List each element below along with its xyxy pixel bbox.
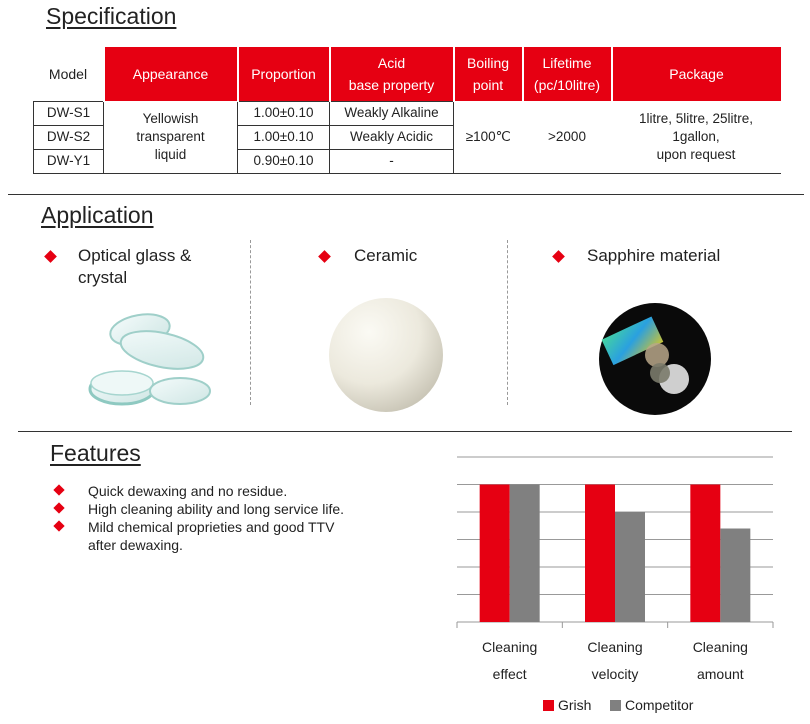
header-lifetime-line1: Lifetime (542, 55, 592, 71)
bar-competitor (510, 485, 540, 623)
header-lifetime (523, 47, 612, 101)
header-acid-line1: Acid (377, 54, 406, 71)
header-boiling-line2: point (472, 77, 504, 93)
proportion-cell: 1.00±0.10 (238, 101, 330, 125)
model-cell: DW-S2 (34, 125, 104, 149)
legend-label: Grish (558, 697, 592, 713)
model-cell: DW-S1 (34, 101, 104, 125)
bar-grish (690, 485, 720, 623)
appearance-line: liquid (154, 146, 187, 162)
package-cell (612, 101, 781, 173)
header-model: Model (34, 47, 104, 101)
divider (18, 431, 792, 432)
header-boiling (454, 47, 523, 101)
bullet-icon (44, 250, 57, 263)
category-label: Cleaning (482, 639, 538, 655)
ceramic-sphere-image (326, 295, 446, 415)
bullet-icon (552, 250, 565, 263)
category-label: Cleaning (692, 639, 748, 655)
header-acid-line2: base property (348, 76, 435, 93)
label-line: Sapphire material (587, 246, 721, 265)
application-label-ceramic (354, 245, 417, 267)
proportion-cell: 1.00±0.10 (238, 125, 330, 149)
feature-line: Mild chemical proprieties and good TTV (88, 519, 335, 535)
category-label: effect (492, 666, 527, 682)
bullet-icon (318, 250, 331, 263)
header-boiling-line1: Boiling (466, 55, 510, 71)
optical-glass-image (80, 300, 220, 415)
bullet-icon (53, 502, 64, 513)
sapphire-image (599, 303, 711, 415)
comparison-chart (440, 440, 780, 724)
acid-cell: Weakly Acidic (330, 125, 454, 149)
header-proportion: Proportion (238, 47, 330, 101)
feature-item (88, 518, 334, 554)
feature-line: Quick dewaxing and no residue. (88, 483, 288, 499)
package-line: 1gallon, (672, 128, 720, 144)
column-divider (507, 240, 508, 405)
legend-swatch (610, 700, 621, 711)
header-lifetime-line2: (pc/10litre) (533, 77, 601, 93)
acid-cell: Weakly Alkaline (330, 101, 454, 125)
category-label: velocity (591, 666, 639, 682)
legend-label: Competitor (625, 697, 694, 713)
bar-competitor (720, 529, 750, 623)
appearance-cell (104, 101, 238, 173)
model-cell: DW-Y1 (34, 149, 104, 173)
label-line: Optical glass & (78, 246, 192, 265)
bar-competitor (615, 512, 645, 622)
feature-item (88, 482, 287, 500)
proportion-cell: 0.90±0.10 (238, 149, 330, 173)
bullet-icon (53, 484, 64, 495)
features-title: Features (50, 440, 141, 466)
category-label: amount (696, 666, 744, 682)
application-title: Application (41, 202, 154, 228)
header-appearance: Appearance (104, 47, 238, 101)
bar-grish (480, 485, 510, 623)
package-line: upon request (656, 146, 736, 162)
acid-cell: - (330, 149, 454, 173)
label-line: crystal (78, 268, 128, 287)
bullet-icon (53, 520, 64, 531)
legend-swatch (543, 700, 554, 711)
header-acid (330, 47, 454, 101)
category-label: Cleaning (587, 639, 643, 655)
package-line: 1litre, 5litre, 25litre, (638, 110, 754, 126)
feature-line: High cleaning ability and long service life. (88, 501, 345, 517)
label-line: Ceramic (354, 246, 418, 265)
bar-grish (585, 485, 615, 623)
appearance-line: Yellowish (142, 110, 199, 126)
application-label-optical (78, 245, 191, 289)
spec-table (33, 47, 781, 174)
feature-item (88, 500, 344, 518)
boiling-cell: ≥100℃ (454, 101, 523, 173)
divider (8, 194, 804, 195)
table-row (34, 101, 781, 125)
feature-line: after dewaxing. (88, 537, 183, 553)
header-package: Package (612, 47, 781, 101)
column-divider (250, 240, 251, 405)
application-label-sapphire (587, 245, 720, 267)
spec-title: Specification (46, 3, 177, 29)
appearance-line: transparent (136, 128, 205, 144)
lifetime-cell: >2000 (523, 101, 612, 173)
